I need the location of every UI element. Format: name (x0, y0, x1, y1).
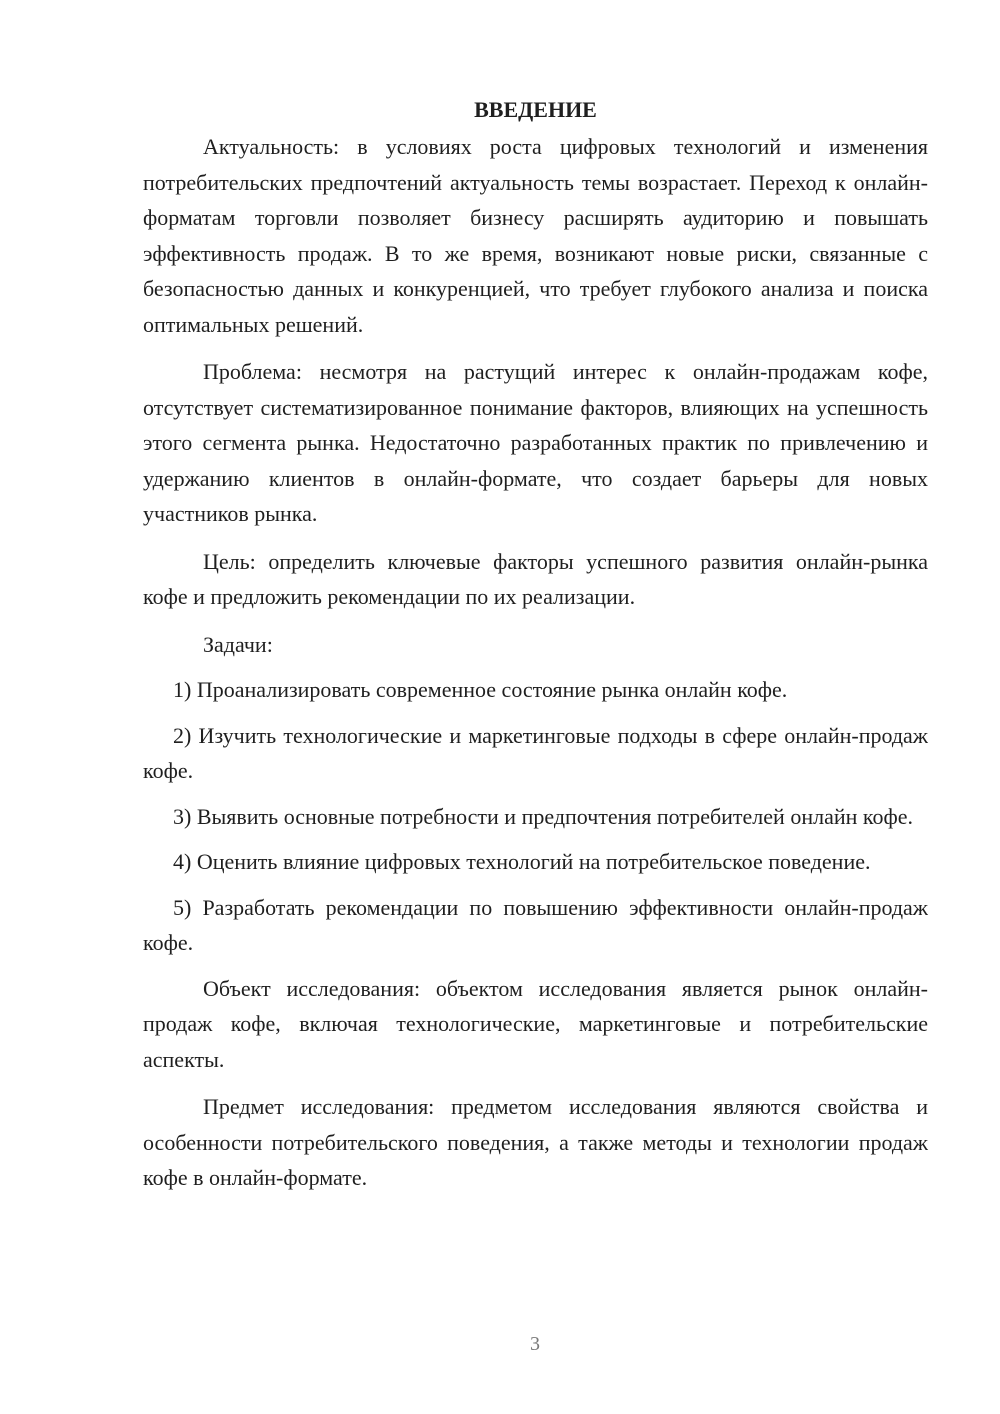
subject-paragraph: Предмет исследования: предметом исследования являются свойства и особенности потребительского поведения, а также методы и технологии продаж кофе в онлайн-формате. (143, 1094, 928, 1190)
section-title: ВВЕДЕНИЕ (474, 97, 597, 122)
task-item: 2) Изучить технологические и маркетинговые подходы в сфере онлайн-продаж кофе. (143, 722, 928, 783)
document-page (143, 92, 928, 1208)
tasks-heading: Задачи: (203, 631, 273, 657)
problem-paragraph: Проблема: несмотря на растущий интерес к онлайн-продажам кофе, отсутствует систематизированное понимание факторов, влияющих на успешность этого сегмента рынка. Недостаточно разработанных практик по привлечению и удержанию клиентов в онлайн-формате, что создает барьеры для новых участников рынка. (143, 359, 928, 526)
page-number: 3 (530, 1333, 540, 1355)
task-item: 5) Разработать рекомендации по повышению эффективности онлайн-продаж кофе. (143, 894, 928, 955)
goal-paragraph: Цель: определить ключевые факторы успешного развития онлайн-рынка кофе и предложить рекомендации по их реализации. (143, 548, 928, 609)
object-paragraph: Объект исследования: объектом исследования является рынок онлайн-продаж кофе, включая технологические, маркетинговые и потребительские аспекты. (143, 975, 928, 1072)
relevance-paragraph: Актуальность: в условиях роста цифровых технологий и изменения потребительских предпочтений актуальность темы возрастает. Переход к онлайн-форматам торговли позволяет бизнесу расширять аудиторию и повышать эффективность продаж. В то же время, возникают новые риски, связанные с безопасностью данных и конкуренцией, что требует глубокого анализа и поиска оптимальных решений. (143, 134, 928, 337)
task-item: 4) Оценить влияние цифровых технологий на потребительское поведение. (173, 849, 871, 874)
task-item: 1) Проанализировать современное состояние рынка онлайн кофе. (173, 677, 788, 702)
task-item: 3) Выявить основные потребности и предпочтения потребителей онлайн кофе. (173, 803, 913, 829)
